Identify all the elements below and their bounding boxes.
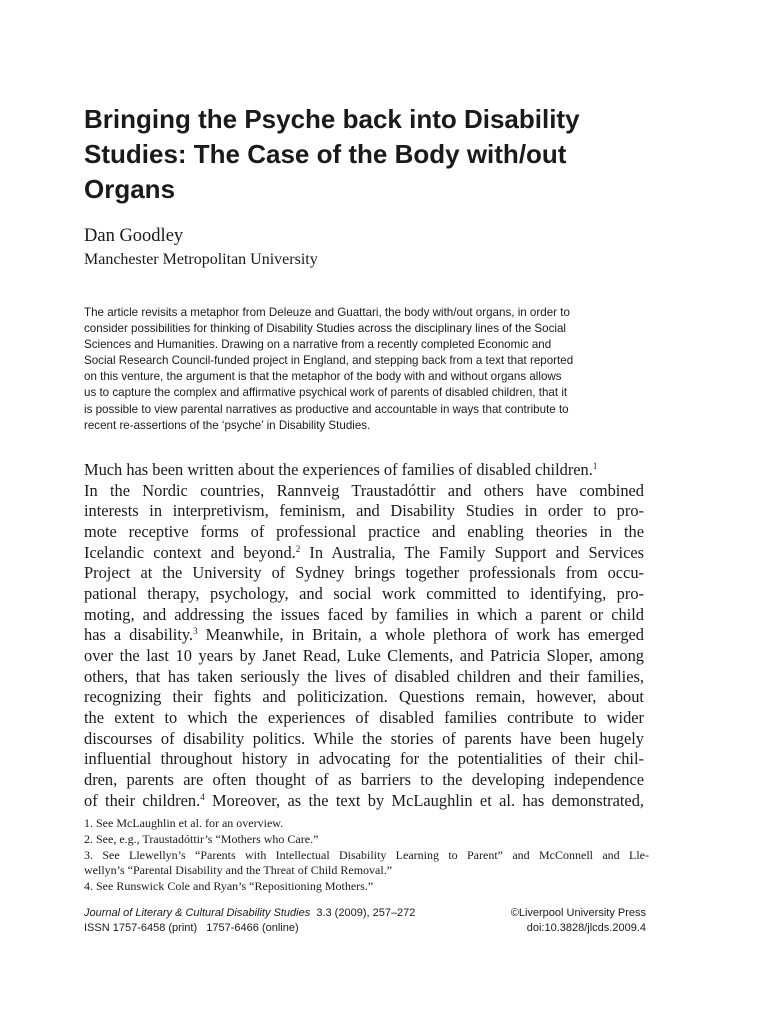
body-text: In Australia, The Family Support and Services	[300, 542, 645, 562]
abstract-line: recent re-assertions of the ‘psyche’ in Disability Studies.	[84, 418, 371, 432]
body-line: Project at the University of Sydney brings together professionals from occu-	[84, 563, 644, 583]
body-line: In the Nordic countries, Rannveig Traustadóttir and others have combined	[84, 480, 644, 500]
footnote-2: 2. See, e.g., Traustadóttir’s “Mothers who Care.”	[84, 831, 319, 846]
publisher: ©Liverpool University Press	[510, 907, 646, 919]
body-text: Icelandic context and beyond.	[84, 542, 296, 562]
footnote-ref[interactable]: 3	[193, 626, 198, 637]
footer-row-2	[84, 921, 646, 936]
abstract-line: Social Research Council-funded project in England, and stepping back from a text that reported	[84, 354, 574, 368]
body-text: Much has been written about the experiences of families of disabled children.	[84, 460, 593, 479]
body-line	[84, 460, 644, 481]
body-text: Meanwhile, in Britain, a whole plethora of work has emerged	[197, 625, 644, 645]
body-line: mote receptive forms of professional practice and enabling theories in the	[84, 521, 644, 541]
footnote-ref[interactable]: 1	[592, 461, 598, 471]
body-line: the extent to which the experiences of disabled families contribute to wider	[84, 707, 644, 727]
body-line: dren, parents are often thought of as barriers to the developing independence	[84, 769, 644, 789]
footer-row-1	[84, 906, 646, 921]
body-text: has a disability.	[84, 625, 194, 645]
body-line: pational therapy, psychology, and social work committed to identifying, pro-	[84, 583, 644, 603]
body-line: over the last 10 years by Janet Read, Luke Clements, and Patricia Sloper, among	[84, 645, 644, 665]
body-text: Moreover, as the text by McLaughlin et al. has demonstrated,	[204, 790, 644, 810]
body-line: others, that has taken seriously the lives of disabled children and their families,	[84, 666, 644, 686]
footnote-ref[interactable]: 4	[200, 791, 205, 802]
body-line	[84, 625, 644, 646]
body-line: recognizing their fights and politicization. Questions remain, however, about	[84, 687, 644, 707]
abstract-line: on this venture, the argument is that the metaphor of the body with and without organs allows	[84, 370, 562, 384]
article-title: Bringing the Psyche back into Disability Studies: The Case of the Body with/out Organs	[84, 104, 580, 204]
body-line: interests in interpretivism, feminism, and Disability Studies in order to pro-	[84, 501, 644, 521]
body-line: influential throughout history in advocating for the potentialities of their chil-	[84, 749, 644, 769]
abstract-line: consider possibilities for thinking of Disability Studies across the disciplinary lines of the Social	[84, 322, 567, 336]
body-text: of their children.	[84, 790, 201, 810]
body-line	[84, 543, 644, 564]
page-footer	[84, 906, 646, 936]
body-line: discourses of disability politics. While the stories of parents have been hugely	[84, 728, 644, 748]
journal-name: Journal of Literary & Cultural Disability Studies	[84, 907, 311, 919]
author-name: Dan Goodley	[84, 226, 184, 246]
issn: ISSN 1757-6458 (print) 1757-6466 (online)	[84, 922, 299, 934]
author-affiliation: Manchester Metropolitan University	[84, 251, 318, 268]
footnote-1: 1. See McLaughlin et al. for an overview.	[84, 816, 284, 830]
abstract-line: Sciences and Humanities. Drawing on a narrative from a recently completed Economic and	[84, 338, 552, 352]
journal-citation	[84, 906, 415, 921]
footnote-3-continued: wellyn’s “Parental Disability and the Threat of Child Removal.”	[84, 863, 393, 878]
abstract	[84, 305, 648, 434]
body-paragraph	[84, 460, 644, 811]
abstract-line: us to capture the complex and affirmative psychical work of parents of disabled children, that it	[84, 386, 568, 400]
doi-link[interactable]: doi:10.3828/jlcds.2009.4	[526, 922, 646, 934]
abstract-line: The article revisits a metaphor from Deleuze and Guattari, the body with/out organs, in order to	[84, 306, 570, 319]
footnote-ref[interactable]: 2	[295, 543, 301, 554]
footnotes	[84, 816, 649, 895]
abstract-line: is possible to view parental narratives as productive and accountable in ways that contribute to	[84, 402, 569, 416]
footnote-4: 4. See Runswick Cole and Ryan’s “Repositioning Mothers.”	[84, 879, 374, 894]
body-line	[84, 791, 644, 812]
footnote-3: 3. See Llewellyn’s “Parents with Intellectual Disability Learning to Parent” and McConnell and Lle-	[84, 847, 649, 862]
body-line: moting, and addressing the issues faced by families in which a parent or child	[84, 604, 644, 624]
journal-volume: 3.3 (2009), 257–272	[310, 907, 416, 919]
